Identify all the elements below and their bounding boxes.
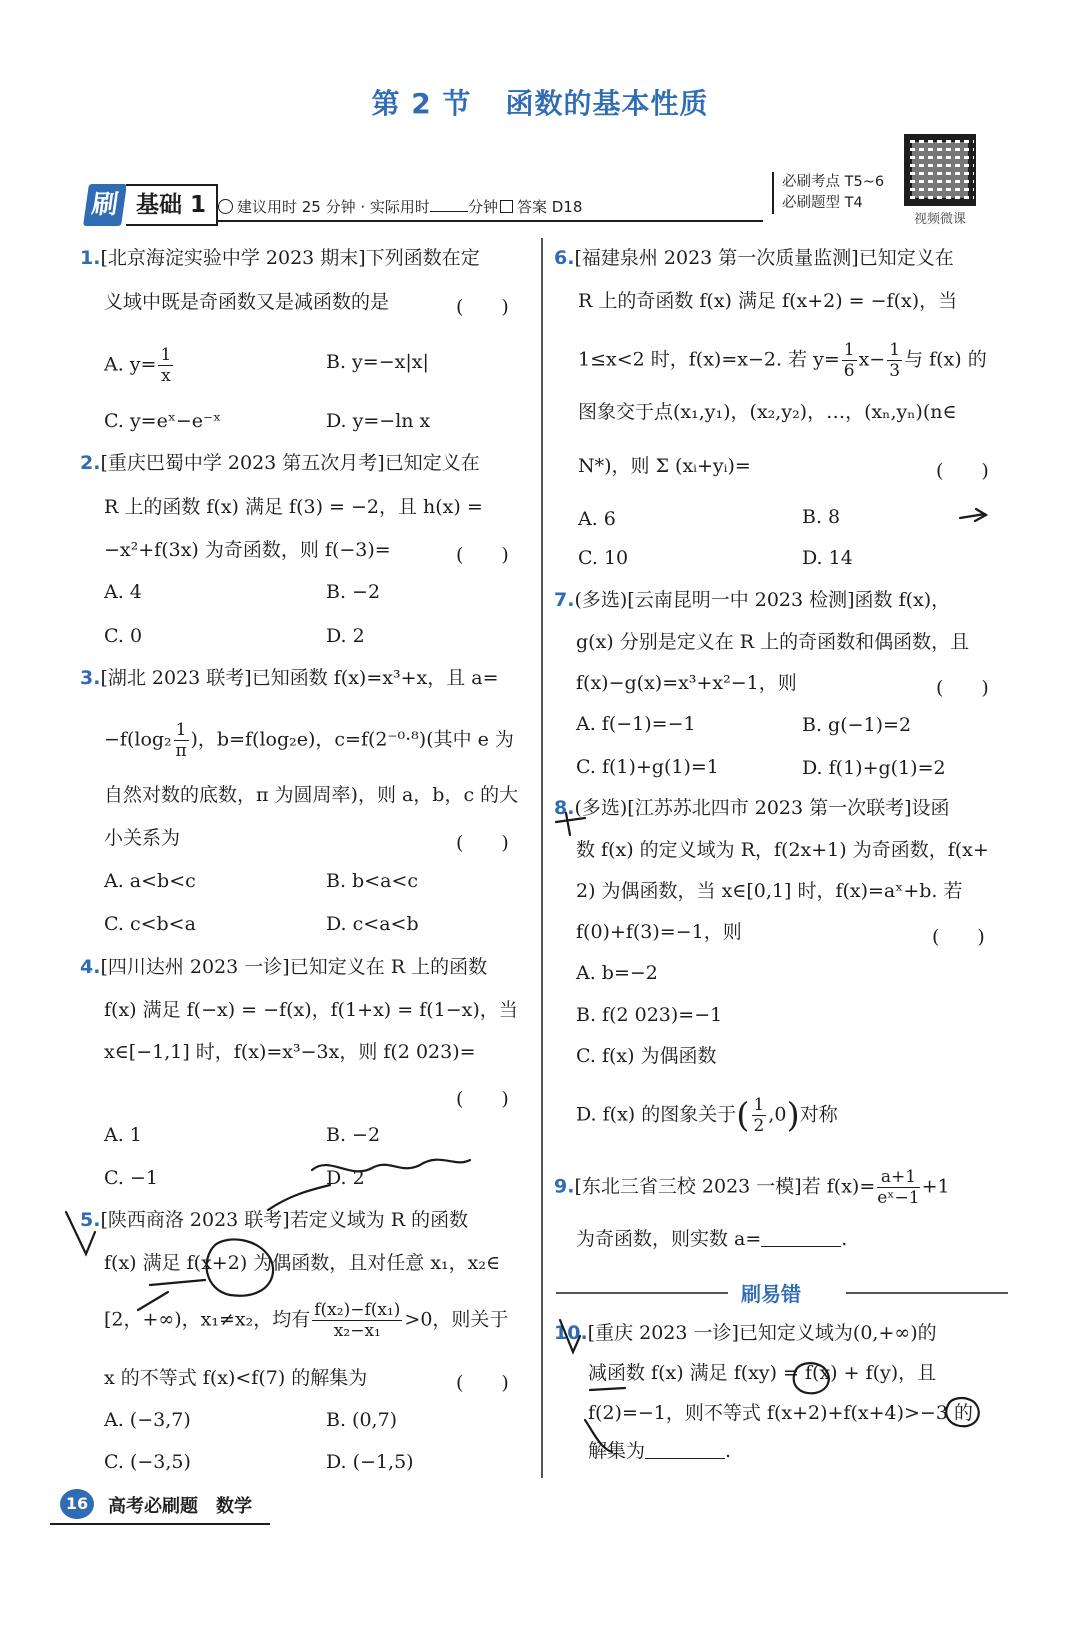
option-a: A. 1 xyxy=(104,1124,142,1146)
error-prone-label: 刷易错 xyxy=(741,1282,801,1306)
must-points: 必刷考点 T5~6 xyxy=(782,174,885,190)
option-b: B. y=−x|x| xyxy=(326,351,429,373)
option-c: C. f(x) 为偶函数 xyxy=(576,1045,717,1067)
header-underline xyxy=(218,220,763,222)
clock-icon xyxy=(218,199,233,214)
answer-blank[interactable] xyxy=(645,1437,725,1459)
option-b: B. −2 xyxy=(326,581,381,603)
page-number: 16 xyxy=(60,1489,94,1519)
page-footer xyxy=(50,1485,290,1525)
arrow-doodle xyxy=(960,509,986,521)
question-number: 1. xyxy=(80,247,101,269)
header-rule-left xyxy=(556,1292,728,1294)
question-number: 7. xyxy=(554,589,575,611)
option-a: A. f(−1)=−1 xyxy=(576,713,696,735)
answer-paren: ( ) xyxy=(456,296,509,318)
option-c: C. (−3,5) xyxy=(104,1451,191,1473)
option-a: A. (−3,7) xyxy=(104,1409,191,1431)
practice-header-band xyxy=(86,174,966,228)
option-d: D. 2 xyxy=(326,625,365,647)
option-a: A. 6 xyxy=(578,508,616,530)
qr-label: 视频微课 xyxy=(913,212,966,227)
qr-code-icon[interactable] xyxy=(904,134,976,206)
answer-blank[interactable] xyxy=(761,1225,841,1247)
option-a: A. b=−2 xyxy=(576,962,658,984)
column-divider xyxy=(541,238,543,1478)
option-c: C. f(1)+g(1)=1 xyxy=(576,756,719,778)
answer-paren: ( ) xyxy=(932,926,985,948)
answer-paren: ( ) xyxy=(936,460,989,482)
option-d: D. 14 xyxy=(802,547,853,569)
option-d: D. f(x) 的图象关于( $\frac{1}{2}$ ,0)对称 xyxy=(576,1095,838,1136)
question-number: 6. xyxy=(554,247,575,269)
option-b: B. (0,7) xyxy=(326,1409,398,1431)
scribble-q5-note xyxy=(268,1160,470,1210)
answer-paren: ( ) xyxy=(936,677,989,699)
answer-paren: ( ) xyxy=(456,1372,509,1394)
must-points-box xyxy=(772,172,884,214)
answer-paren: ( ) xyxy=(456,832,509,854)
question-number: 3. xyxy=(80,667,101,689)
option-b: B. b<a<c xyxy=(326,870,419,892)
question-number: 8. xyxy=(554,797,575,819)
option-b: B. −2 xyxy=(326,1124,381,1146)
option-d: D. f(1)+g(1)=2 xyxy=(802,757,946,779)
section-name: 函数的基本性质 xyxy=(505,87,709,120)
answer-paren: ( ) xyxy=(456,1088,509,1110)
option-c: C. c<b<a xyxy=(104,913,196,935)
option-d: D. 2 xyxy=(326,1167,365,1189)
error-prone-section-header xyxy=(556,1278,1008,1308)
must-types: 必刷题型 T4 xyxy=(782,195,863,211)
option-c: C. −1 xyxy=(104,1167,158,1189)
option-a: A. y= $\frac{1}{x}$ xyxy=(104,345,172,386)
time-answer-info: 建议用时 25 分钟 · 实际用时 分钟 答案 D18 xyxy=(218,196,582,217)
header-rule-right xyxy=(846,1292,1008,1294)
option-b: B. 8 xyxy=(802,506,841,528)
section-title xyxy=(0,82,1080,122)
question-number: 5. xyxy=(80,1209,101,1231)
book-title: 高考必刷题 数学 xyxy=(108,1496,252,1517)
actual-time-blank xyxy=(430,211,468,212)
shua-logo: 刷 xyxy=(83,184,127,226)
option-b: B. g(−1)=2 xyxy=(802,714,912,736)
option-d: D. (−1,5) xyxy=(326,1451,414,1473)
question-number: 4. xyxy=(80,956,101,978)
answer-paren: ( ) xyxy=(456,544,509,566)
answer-book-icon xyxy=(500,200,513,213)
option-a: A. a<b<c xyxy=(104,870,196,892)
option-b: B. f(2 023)=−1 xyxy=(576,1004,723,1026)
question-number: 10. xyxy=(554,1322,588,1344)
option-c: C. 0 xyxy=(104,625,143,647)
footer-rule xyxy=(50,1523,270,1525)
option-c: C. 10 xyxy=(578,547,629,569)
option-d: D. y=−ln x xyxy=(326,410,431,432)
option-d: D. c<a<b xyxy=(326,913,419,935)
option-c: C. y=eˣ−e⁻ˣ xyxy=(104,410,222,432)
option-a: A. 4 xyxy=(104,581,142,603)
basic-level-label: 基础 1 xyxy=(126,184,218,226)
section-number: 第 2 节 xyxy=(371,87,472,120)
question-number: 9. xyxy=(554,1175,575,1198)
question-number: 2. xyxy=(80,452,101,474)
